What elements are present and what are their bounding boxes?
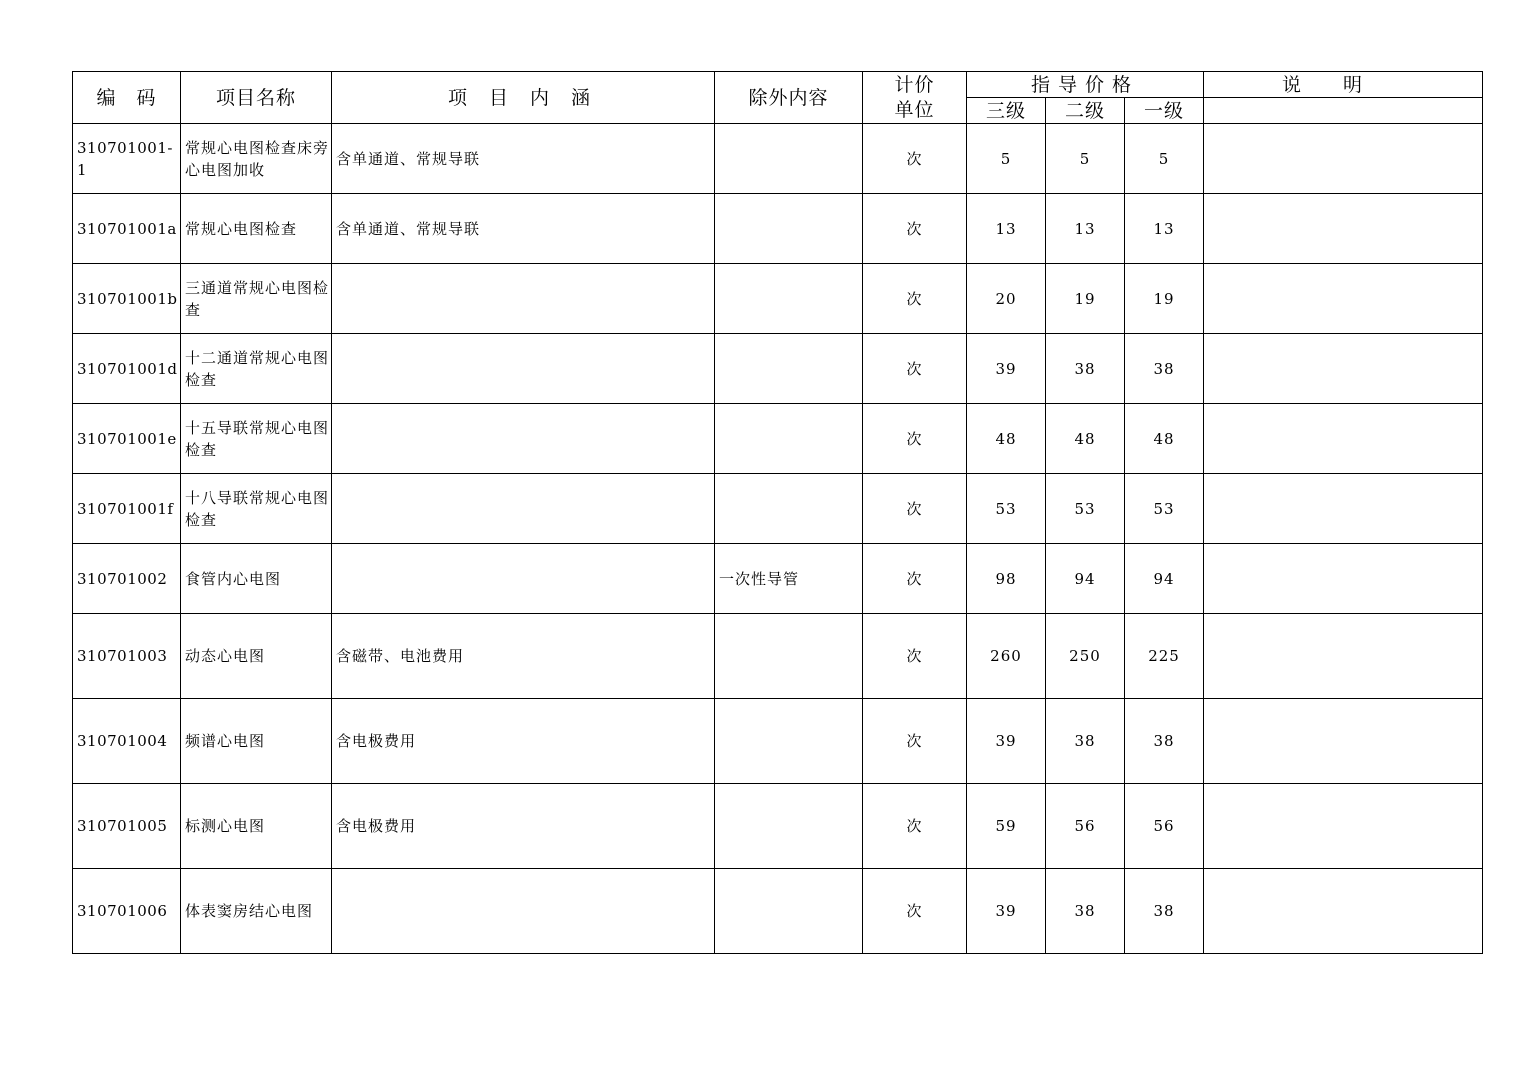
cell-price-level2: 48 bbox=[1046, 404, 1125, 474]
cell-note bbox=[1204, 404, 1483, 474]
cell-unit: 次 bbox=[863, 699, 967, 784]
cell-price-level3: 5 bbox=[967, 124, 1046, 194]
cell-unit: 次 bbox=[863, 784, 967, 869]
header-level3: 三级 bbox=[967, 98, 1046, 124]
cell-price-level2: 13 bbox=[1046, 194, 1125, 264]
cell-exclude bbox=[715, 264, 863, 334]
cell-content bbox=[332, 869, 715, 954]
table-row bbox=[73, 264, 1483, 334]
cell-price-level1: 38 bbox=[1125, 869, 1204, 954]
cell-price-level3: 98 bbox=[967, 544, 1046, 614]
cell-unit: 次 bbox=[863, 869, 967, 954]
cell-code: 310701001f bbox=[73, 474, 181, 544]
cell-unit: 次 bbox=[863, 124, 967, 194]
cell-exclude bbox=[715, 334, 863, 404]
header-level2: 二级 bbox=[1046, 98, 1125, 124]
cell-name: 频谱心电图 bbox=[181, 699, 332, 784]
cell-name: 动态心电图 bbox=[181, 614, 332, 699]
cell-price-level1: 94 bbox=[1125, 544, 1204, 614]
cell-code: 310701002 bbox=[73, 544, 181, 614]
cell-code: 310701001e bbox=[73, 404, 181, 474]
cell-price-level3: 48 bbox=[967, 404, 1046, 474]
cell-price-level1: 56 bbox=[1125, 784, 1204, 869]
cell-note bbox=[1204, 264, 1483, 334]
header-note-blank bbox=[1204, 98, 1483, 124]
cell-price-level1: 225 bbox=[1125, 614, 1204, 699]
cell-code: 310701005 bbox=[73, 784, 181, 869]
cell-name: 常规心电图检查床旁心电图加收 bbox=[181, 124, 332, 194]
header-unit bbox=[863, 72, 967, 124]
cell-name: 十八导联常规心电图检查 bbox=[181, 474, 332, 544]
cell-unit: 次 bbox=[863, 614, 967, 699]
cell-name: 标测心电图 bbox=[181, 784, 332, 869]
header-name: 项目名称 bbox=[181, 72, 332, 124]
cell-exclude bbox=[715, 784, 863, 869]
cell-price-level2: 19 bbox=[1046, 264, 1125, 334]
cell-content: 含磁带、电池费用 bbox=[332, 614, 715, 699]
cell-name: 食管内心电图 bbox=[181, 544, 332, 614]
table-row bbox=[73, 784, 1483, 869]
cell-code: 310701003 bbox=[73, 614, 181, 699]
table-row bbox=[73, 699, 1483, 784]
header-unit-line1: 计价 bbox=[894, 73, 935, 96]
cell-price-level2: 38 bbox=[1046, 869, 1125, 954]
cell-content: 含单通道、常规导联 bbox=[332, 124, 715, 194]
cell-content: 含电极费用 bbox=[332, 699, 715, 784]
cell-price-level3: 20 bbox=[967, 264, 1046, 334]
cell-unit: 次 bbox=[863, 264, 967, 334]
cell-content: 含单通道、常规导联 bbox=[332, 194, 715, 264]
cell-unit: 次 bbox=[863, 334, 967, 404]
cell-note bbox=[1204, 124, 1483, 194]
header-note: 说明 bbox=[1204, 72, 1483, 98]
cell-unit: 次 bbox=[863, 194, 967, 264]
cell-name: 常规心电图检查 bbox=[181, 194, 332, 264]
table-row bbox=[73, 869, 1483, 954]
table-row bbox=[73, 474, 1483, 544]
cell-price-level2: 56 bbox=[1046, 784, 1125, 869]
header-guide-price: 指导价格 bbox=[967, 72, 1204, 98]
header-code: 编 码 bbox=[73, 72, 181, 124]
cell-note bbox=[1204, 474, 1483, 544]
cell-price-level1: 53 bbox=[1125, 474, 1204, 544]
cell-exclude bbox=[715, 869, 863, 954]
cell-content: 含电极费用 bbox=[332, 784, 715, 869]
price-table bbox=[72, 71, 1483, 954]
cell-exclude bbox=[715, 474, 863, 544]
cell-name: 三通道常规心电图检查 bbox=[181, 264, 332, 334]
cell-exclude bbox=[715, 194, 863, 264]
table-row bbox=[73, 194, 1483, 264]
cell-price-level3: 13 bbox=[967, 194, 1046, 264]
cell-note bbox=[1204, 784, 1483, 869]
cell-exclude bbox=[715, 699, 863, 784]
cell-price-level3: 53 bbox=[967, 474, 1046, 544]
cell-price-level3: 39 bbox=[967, 699, 1046, 784]
cell-code: 310701001b bbox=[73, 264, 181, 334]
cell-exclude bbox=[715, 614, 863, 699]
cell-note bbox=[1204, 334, 1483, 404]
header-exclude: 除外内容 bbox=[715, 72, 863, 124]
cell-price-level2: 38 bbox=[1046, 699, 1125, 784]
cell-exclude bbox=[715, 124, 863, 194]
cell-content bbox=[332, 264, 715, 334]
cell-price-level3: 260 bbox=[967, 614, 1046, 699]
cell-content bbox=[332, 544, 715, 614]
cell-price-level1: 38 bbox=[1125, 334, 1204, 404]
table-row bbox=[73, 614, 1483, 699]
cell-price-level3: 39 bbox=[967, 869, 1046, 954]
cell-price-level1: 38 bbox=[1125, 699, 1204, 784]
cell-code: 310701006 bbox=[73, 869, 181, 954]
cell-note bbox=[1204, 544, 1483, 614]
cell-code: 310701001a bbox=[73, 194, 181, 264]
cell-exclude bbox=[715, 404, 863, 474]
table-body bbox=[73, 124, 1483, 954]
cell-name: 十五导联常规心电图检查 bbox=[181, 404, 332, 474]
cell-code: 310701001-1 bbox=[73, 124, 181, 194]
cell-name: 十二通道常规心电图检查 bbox=[181, 334, 332, 404]
cell-price-level3: 59 bbox=[967, 784, 1046, 869]
cell-price-level2: 5 bbox=[1046, 124, 1125, 194]
cell-exclude: 一次性导管 bbox=[715, 544, 863, 614]
header-unit-line2: 单位 bbox=[894, 98, 935, 121]
cell-unit: 次 bbox=[863, 474, 967, 544]
header-level1: 一级 bbox=[1125, 98, 1204, 124]
cell-price-level2: 38 bbox=[1046, 334, 1125, 404]
cell-price-level2: 250 bbox=[1046, 614, 1125, 699]
cell-note bbox=[1204, 869, 1483, 954]
cell-content bbox=[332, 474, 715, 544]
cell-note bbox=[1204, 194, 1483, 264]
cell-price-level1: 13 bbox=[1125, 194, 1204, 264]
table-row bbox=[73, 404, 1483, 474]
cell-code: 310701004 bbox=[73, 699, 181, 784]
cell-content bbox=[332, 404, 715, 474]
table-row bbox=[73, 544, 1483, 614]
cell-content bbox=[332, 334, 715, 404]
cell-price-level2: 94 bbox=[1046, 544, 1125, 614]
cell-code: 310701001d bbox=[73, 334, 181, 404]
table-row bbox=[73, 334, 1483, 404]
cell-price-level1: 5 bbox=[1125, 124, 1204, 194]
cell-price-level1: 48 bbox=[1125, 404, 1204, 474]
header-content: 项 目 内 涵 bbox=[332, 72, 715, 124]
cell-price-level1: 19 bbox=[1125, 264, 1204, 334]
table-row bbox=[73, 124, 1483, 194]
cell-unit: 次 bbox=[863, 404, 967, 474]
cell-note bbox=[1204, 699, 1483, 784]
cell-name: 体表窦房结心电图 bbox=[181, 869, 332, 954]
cell-price-level2: 53 bbox=[1046, 474, 1125, 544]
cell-unit: 次 bbox=[863, 544, 967, 614]
cell-note bbox=[1204, 614, 1483, 699]
cell-price-level3: 39 bbox=[967, 334, 1046, 404]
